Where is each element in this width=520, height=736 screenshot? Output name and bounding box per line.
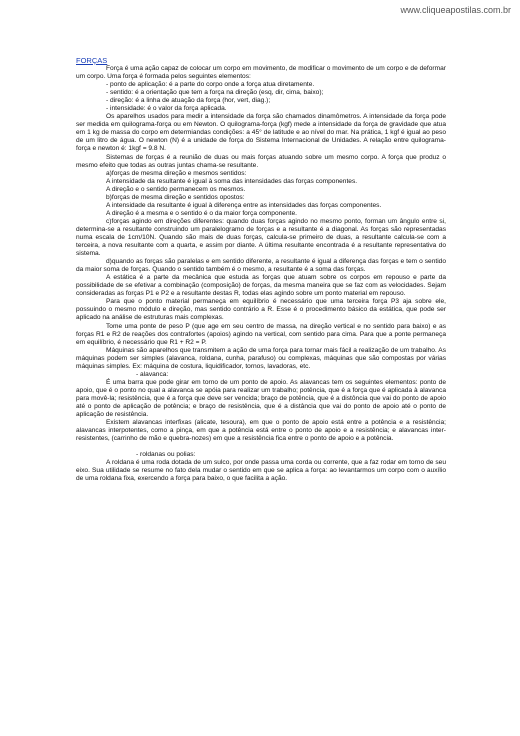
paragraph-equilibrium: Para que o ponto material permaneça em equilíbrio é necessário que uma terceira força P3 aja sobre ele, possuindo o mesmo módulo e direção, mas sentido contrário a R. Esse é o procedimento básico da estática, que pode ser aplicado na análise de estruturas mais complexas. xyxy=(76,298,446,322)
list-item-direction: - direção: é a linha de atuação da força (hor, vert, diag.); xyxy=(106,97,271,105)
paragraph-difference-intensity: A intensidade da resultante é igual à diferença entre as intensidades das forças componentes. xyxy=(106,201,382,209)
list-item-intensity: - intensidade: é o valor da força aplicada. xyxy=(106,105,227,113)
paragraph-same-sense: A direção e o sentido permanecem os mesmos. xyxy=(106,185,246,193)
paragraph-parallel-forces: d)quando as forças são paralelas e em sentido diferente, a resultante é igual a diferença das forças e tem o sentido da maior soma de forças. Quando o sentido também é o mesmo, a resultante é a soma das forças. xyxy=(76,258,446,274)
paragraph-force-definition: Força é uma ação capaz de colocar um corpo em movimento, de modificar o movimento de um corpo e de deformar um corpo. Uma força é formada pelos seguintes elementos: xyxy=(76,65,446,81)
paragraph-lever-types: Existem alavancas interfixas (alicate, tesoura), em que o ponto de apoio está entre a potência e a resistência; alavancas interpotentes, como a pinça, em que a potência está entre o ponto de apoio e a resistência; e alavancas inter-resistentes, (carrinho de mão e quebra-nozes) em que a resistência fica entre o ponto de apoio e a potência. xyxy=(76,419,446,443)
subheading-pulleys: - roldanas ou polias: xyxy=(136,451,196,459)
paragraph-bridge-example: Tome uma ponte de peso P (que age em seu centro de massa, na direção vertical e no sentido para baixo) e as forças R1 e R2 de reações dos contrafortes (apoios) agindo na vertical, com sentido para cima. Para que a ponte permaneça em equilíbrio, é necessário que R1 + R2 = P. xyxy=(76,322,446,346)
paragraph-statics: A estática é a parte da mecânica que estuda as forças que atuam sobre os corpos em repouso e parte da possibilidade de se efetivar a combinação (composição) de forças, da mesma maneira que se faz com as velocidades. Sejam consideradas as forças P1 e P2 e a resultante destas R, todas elas agindo sobre um ponto material em repouso. xyxy=(76,274,446,298)
list-item-sense: - sentido: é a orientação que tem a força na direção (esq, dir, cima, baixo); xyxy=(106,89,324,97)
paragraph-lever-elements: É uma barra que pode girar em torno de um ponto de apoio. As alavancas tem os seguintes elementos: ponto de apoio, que é o ponto no qual a alavanca se apóia para realizar um trabalho; potência, que é a força que é aplicada à alavanca para movê-la; resistência, que é a força que deve ser vencida; braço de potência, que é a distôncia que vai do ponto de apoio até o ponto de aplicação de potência; e braço de resistência, que é a distância que vai do ponto de apoio até o ponto de aplicação de resistência. xyxy=(76,378,446,419)
paragraph-sum-intensity: A intensidade da resultante é igual à soma das intensidades das forças componentes. xyxy=(106,177,358,185)
paragraph-spacer xyxy=(76,443,446,451)
subheading-same-direction: a)forças de mesma direção e mesmos sentidos: xyxy=(106,169,247,177)
document-title: FORÇAS xyxy=(76,56,108,65)
list-item-application-point: - ponto de aplicação: é a parte do corpo onde a força atua diretamente. xyxy=(106,81,315,89)
paragraph-force-systems: Sistemas de forças é a reunião de duas ou mais forças atuando sobre um mesmo corpo. A força que produz o mesmo efeito que todas as outras juntas chama-se resultante. xyxy=(76,153,446,169)
subheading-opposite-sense: b)forças de mesma direção e sentidos opostos: xyxy=(106,193,245,201)
site-url-header: www.cliqueapostilas.com.br xyxy=(400,5,511,15)
paragraph-larger-force-sense: A direção é a mesma e o sentido é o da maior força componente. xyxy=(106,209,297,217)
paragraph-different-directions: c)forças agindo em direções diferentes: quando duas forças agindo no mesmo ponto, forman um ângulo entre si, determina-se a resultante construindo um paralelogramo de forças e a resultante é a diagonal. As forças são representadas numa escala de 1cm/10N. Quando são mais de duas forças, calcula-se primeiro de duas, a resultante calcula-se com a terceira, a nova resultante com a quarta, e assim por diante. A última resultante encontrada é a resultante representativa do sistema. xyxy=(76,217,446,258)
paragraph-machines: Máquinas são aparelhos que transmitem a ação de uma força para tornar mais fácil a realização de um trabalho. As máquinas podem ser simples (alavanca, roldana, cunha, parafuso) ou complexas, máquinas que são compostas por várias máquinas simples. Ex: máquina de costura, liquidificador, tornos, lavadoras, etc. xyxy=(76,346,446,370)
document-body xyxy=(76,56,446,483)
subheading-lever: - alavanca: xyxy=(136,370,169,378)
paragraph-dynamometers: Os aparelhos usados para medir a intensidade da força são chamados dinamômetros. A intensidade da força pode ser medida em quilograma-força ou em Newton. O quilograma-força (kgf) mede a intensidade da força de gravidade que atua em 1 kg de massa do corpo em determiandas condições: a 45° de latitude e ao nível do mar. Na prática, 1 kgf é igual ao peso de um litro de água. O newton (N) é a unidade de força do Sistema Internacional de Unidades. A relação entre quilograma-força e newton é: 1kgf = 9.8 N. xyxy=(76,113,446,153)
paragraph-pulley: A roldana é uma roda dotada de um sulco, por onde passa uma corda ou corrente, que a faz rodar em torno de seu eixo. Sua utilidade se resume no fato dela mudar o sentido em que se aplica a força: ao levantarmos um corpo com o auxílio de uma roldana fixa, exercendo a força para baixo, o que facilita a ação. xyxy=(76,459,446,483)
